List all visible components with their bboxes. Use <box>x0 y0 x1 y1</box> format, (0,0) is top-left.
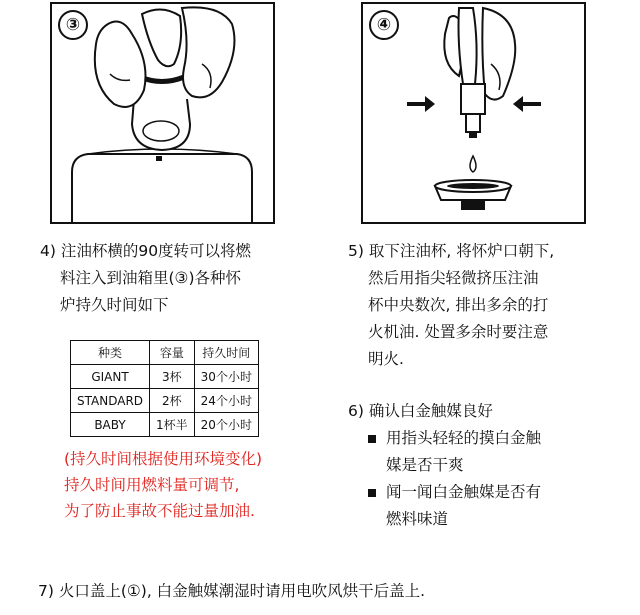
note-line: 持久时间用燃料量可调节, <box>64 476 240 494</box>
drain-fuel-illustration <box>363 4 584 222</box>
column-header: 持久时间 <box>194 341 258 365</box>
step-4-text <box>40 238 310 319</box>
text-line: 4) 注油杯横的90度转可以将燃 <box>40 242 252 260</box>
table-row <box>71 389 259 413</box>
table-cell: 24个小时 <box>194 389 258 413</box>
duration-table <box>70 340 259 437</box>
table-cell: 30个小时 <box>194 365 258 389</box>
table-cell: 20个小时 <box>194 413 258 437</box>
text-line: 燃料味道 <box>386 510 449 528</box>
text-line: 媒是否干爽 <box>386 456 464 474</box>
step-number-badge: ④ <box>369 10 399 40</box>
text-line: 明火. <box>368 350 404 368</box>
note-line: (持久时间根据使用环境变化) <box>64 450 263 468</box>
text-line: 然后用指尖轻微挤压注油 <box>368 269 539 287</box>
column-header: 容量 <box>150 341 195 365</box>
table-cell: 2杯 <box>150 389 195 413</box>
note-line: 为了防止事故不能过量加油. <box>64 502 255 520</box>
illustration-step-3 <box>50 2 275 224</box>
text-line: 炉持久时间如下 <box>60 296 169 314</box>
text-line: 火机油. 处置多余时要注意 <box>368 323 549 341</box>
table-cell: GIANT <box>71 365 150 389</box>
step-6-text <box>348 398 618 533</box>
table-cell: STANDARD <box>71 389 150 413</box>
bullet-item <box>348 479 618 533</box>
text-line: 用指头轻轻的摸白金触 <box>386 429 542 447</box>
table-cell: 1杯半 <box>150 413 195 437</box>
table-row <box>71 413 259 437</box>
text-line: 杯中央数次, 排出多余的打 <box>368 296 549 314</box>
column-header: 种类 <box>71 341 150 365</box>
step-number-badge: ③ <box>58 10 88 40</box>
text-line: 闻一闻白金触媒是否有 <box>386 483 542 501</box>
bullet-item <box>348 425 618 479</box>
text-line: 5) 取下注油杯, 将怀炉口朝下, <box>348 242 555 260</box>
text-line: 料注入到油箱里(③)各种怀 <box>60 269 241 287</box>
table-cell: BABY <box>71 413 150 437</box>
table-cell: 3杯 <box>150 365 195 389</box>
table-row <box>71 365 259 389</box>
square-bullet-icon <box>368 489 376 497</box>
pour-fuel-illustration <box>52 4 273 222</box>
table-header-row <box>71 341 259 365</box>
step-6-title: 6) 确认白金触媒良好 <box>348 402 493 420</box>
illustration-step-4 <box>361 2 586 224</box>
warning-notes <box>64 446 334 524</box>
square-bullet-icon <box>368 435 376 443</box>
step-7-text: 7) 火口盖上(①), 白金触媒潮湿时请用电吹风烘干后盖上. <box>38 582 426 600</box>
step-5-text <box>348 238 613 373</box>
